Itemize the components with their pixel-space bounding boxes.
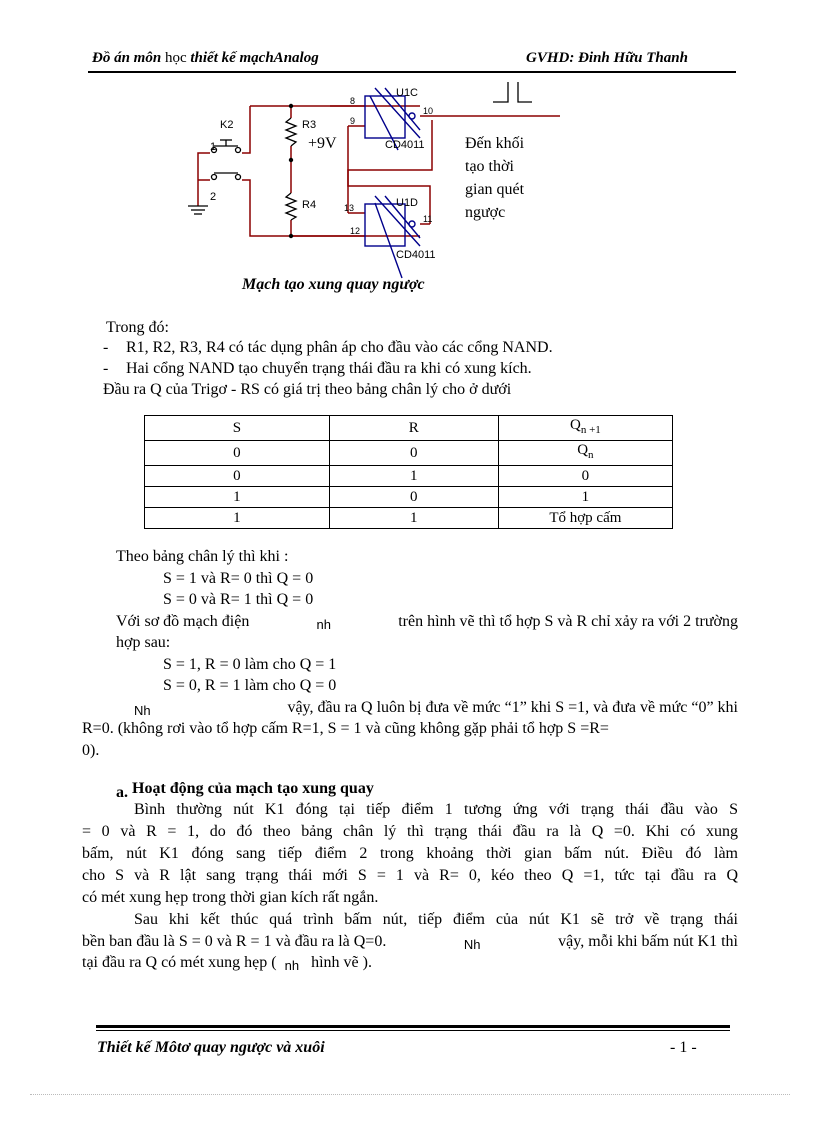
label-pin11: 11 <box>423 214 433 224</box>
paragraph-line: cho S và R lật sang trạng thái mới S = 1 và R= 0, kéo theo Q =1, tức tại đầu ra Q <box>82 867 738 884</box>
header-left-part1: Đồ án môn <box>92 50 162 66</box>
body-text: bền ban đầu là S = 0 và R = 1 và đầu ra là Q=0. <box>82 933 387 950</box>
q-subscript: n <box>588 449 594 461</box>
paragraph-line: có mét xung hẹp trong thời gian kích rất ngắn. <box>82 889 379 906</box>
label-pin9: 9 <box>350 116 356 126</box>
table-header-cell <box>498 416 672 441</box>
body-line <box>134 697 738 718</box>
intro-line: Đầu ra Q của Trigơ - RS có giá trị theo bảng chân lý cho ở dưới <box>103 381 512 398</box>
destination-label <box>465 132 524 224</box>
intro-heading: Trong đó: <box>106 319 169 336</box>
body-line: S = 0 và R= 1 thì Q = 0 <box>163 591 314 608</box>
bullet-mark: - <box>103 360 109 377</box>
pulse-symbol <box>493 82 532 102</box>
q-symbol: Q <box>577 442 589 458</box>
body-text: trên hình vẽ thì tổ hợp S và R chỉ xảy ra với 2 trường <box>398 613 738 630</box>
label-chip-d: CD4011 <box>396 249 436 261</box>
table-cell: 1 <box>498 487 672 508</box>
header-rule <box>88 71 736 73</box>
truth-table <box>144 415 673 529</box>
table-cell: 0 <box>329 487 498 508</box>
table-header-cell: R <box>329 416 498 441</box>
table-row <box>145 466 673 487</box>
table-cell: 0 <box>329 441 498 466</box>
destination-line: ngược <box>465 204 506 221</box>
bullet-item: R1, R2, R3, R4 có tác dụng phân áp cho đầu vào các cổng NAND. <box>126 339 553 356</box>
header-left <box>92 50 319 67</box>
body-line: S = 1, R = 0 làm cho Q = 1 <box>163 656 337 673</box>
footer-rule-thin <box>96 1030 730 1031</box>
label-pin1: 1 <box>210 141 217 153</box>
table-header-cell: S <box>145 416 330 441</box>
table-cell <box>498 441 672 466</box>
label-pin8: 8 <box>350 96 356 106</box>
table-cell: 0 <box>145 466 330 487</box>
nh-fragment: nh <box>316 617 332 632</box>
table-header-row <box>145 416 673 441</box>
body-text: vậy, đầu ra Q luôn bị đưa về mức “1” khi S =1, và đưa về mức “0” khi <box>287 699 738 716</box>
label-pin13: 13 <box>344 203 355 213</box>
section-a-paragraph-2-line: Sau khi kết thúc quá trình bấm nút, tiếp điểm của nút K1 sẽ trở về trạng thái <box>134 911 738 928</box>
label-k2: K2 <box>220 119 234 131</box>
q-subscript: n +1 <box>580 424 601 436</box>
section-a-paragraph-2-line <box>82 931 738 952</box>
ground-icon <box>188 206 208 214</box>
nh-fragment: Nh <box>134 703 151 718</box>
header-left-part2: học <box>161 50 191 66</box>
figure-caption: Mạch tạo xung quay ngược <box>242 276 425 293</box>
body-line: S = 1 và R= 0 thì Q = 0 <box>163 570 314 587</box>
label-vcc: +9V <box>308 135 337 152</box>
destination-line: gian quét <box>465 181 525 198</box>
body-line: R=0. (không rơi vào tổ hợp cấm R=1, S = 1 và cũng không gặp phải tổ hợp S =R= <box>82 720 609 737</box>
wire-k2-top <box>242 106 250 153</box>
destination-line: Đến khối <box>465 135 525 152</box>
body-text: hình vẽ ). <box>311 954 372 971</box>
body-line <box>116 611 738 632</box>
resistor-r3-icon <box>286 118 296 146</box>
section-a-heading <box>116 778 374 799</box>
label-pin2: 2 <box>210 191 217 203</box>
body-text: Với sơ đồ mạch điện <box>116 613 250 630</box>
nh-fragment: Nh <box>463 937 481 952</box>
table-row <box>145 487 673 508</box>
section-a-mark: a. <box>116 784 128 801</box>
footer-left: Thiết kế Môtơ quay ngược và xuôi <box>97 1039 325 1056</box>
table-cell: 1 <box>329 466 498 487</box>
label-u1c: U1C <box>396 87 419 99</box>
label-pin10: 10 <box>423 106 434 116</box>
body-line: S = 0, R = 1 làm cho Q = 0 <box>163 677 337 694</box>
label-r3: R3 <box>302 119 317 131</box>
paragraph-line: bấm, nút K1 đóng sang tiếp điểm 2 trong khoảng thời gian bấm nút. Điều đó làm <box>82 845 738 862</box>
bullet-item: Hai cổng NAND tạo chuyển trạng thái đầu ra khi có xung kích. <box>126 360 532 377</box>
table-cell: 1 <box>329 508 498 529</box>
footer-rule-thick <box>96 1025 730 1028</box>
label-chip-c: CD4011 <box>385 139 425 151</box>
bullet-mark: - <box>103 339 109 356</box>
nh-fragment: nh <box>284 958 300 973</box>
page-bottom-divider <box>30 1094 790 1095</box>
page-number: - 1 - <box>670 1039 697 1056</box>
section-a-paragraph-2-line <box>82 952 372 973</box>
header-right: GVHD: Đinh Hữu Thanh <box>526 50 688 66</box>
section-a-paragraph-1 <box>82 799 738 909</box>
body-text: vậy, mỗi khi bấm nút K1 thì <box>558 933 738 950</box>
body-line: hợp sau: <box>116 634 171 651</box>
section-a-title: Hoạt động của mạch tạo xung quay <box>132 780 374 797</box>
label-pin12: 12 <box>350 226 361 236</box>
table-cell: 0 <box>145 441 330 466</box>
label-u1d: U1D <box>396 197 419 209</box>
wire-k2-bottom <box>242 180 420 236</box>
table-row <box>145 508 673 529</box>
body-text: tại đầu ra Q có mét xung hẹp ( <box>82 954 277 971</box>
header-left-part3: thiết kế mạchAnalog <box>190 50 319 66</box>
label-r4: R4 <box>302 199 317 211</box>
paragraph-line: Bình thường nút K1 đóng tại tiếp điểm 1 tương ứng với trạng thái đầu vào S <box>134 801 738 818</box>
q-symbol: Q <box>569 417 581 433</box>
body-line: 0). <box>82 742 100 759</box>
resistor-r4-icon <box>286 193 296 220</box>
table-cell: 0 <box>498 466 672 487</box>
table-cell: 1 <box>145 487 330 508</box>
table-cell: 1 <box>145 508 330 529</box>
body-line: Theo bảng chân lý thì khi : <box>116 548 289 565</box>
destination-line: tạo thời <box>465 158 514 175</box>
table-row <box>145 441 673 466</box>
paragraph-line: = 0 và R = 1, do đó theo bảng chân lý thì trạng thái đầu ra là Q =0. Khi có xung <box>82 823 738 840</box>
table-cell: Tổ hợp cấm <box>498 508 672 529</box>
